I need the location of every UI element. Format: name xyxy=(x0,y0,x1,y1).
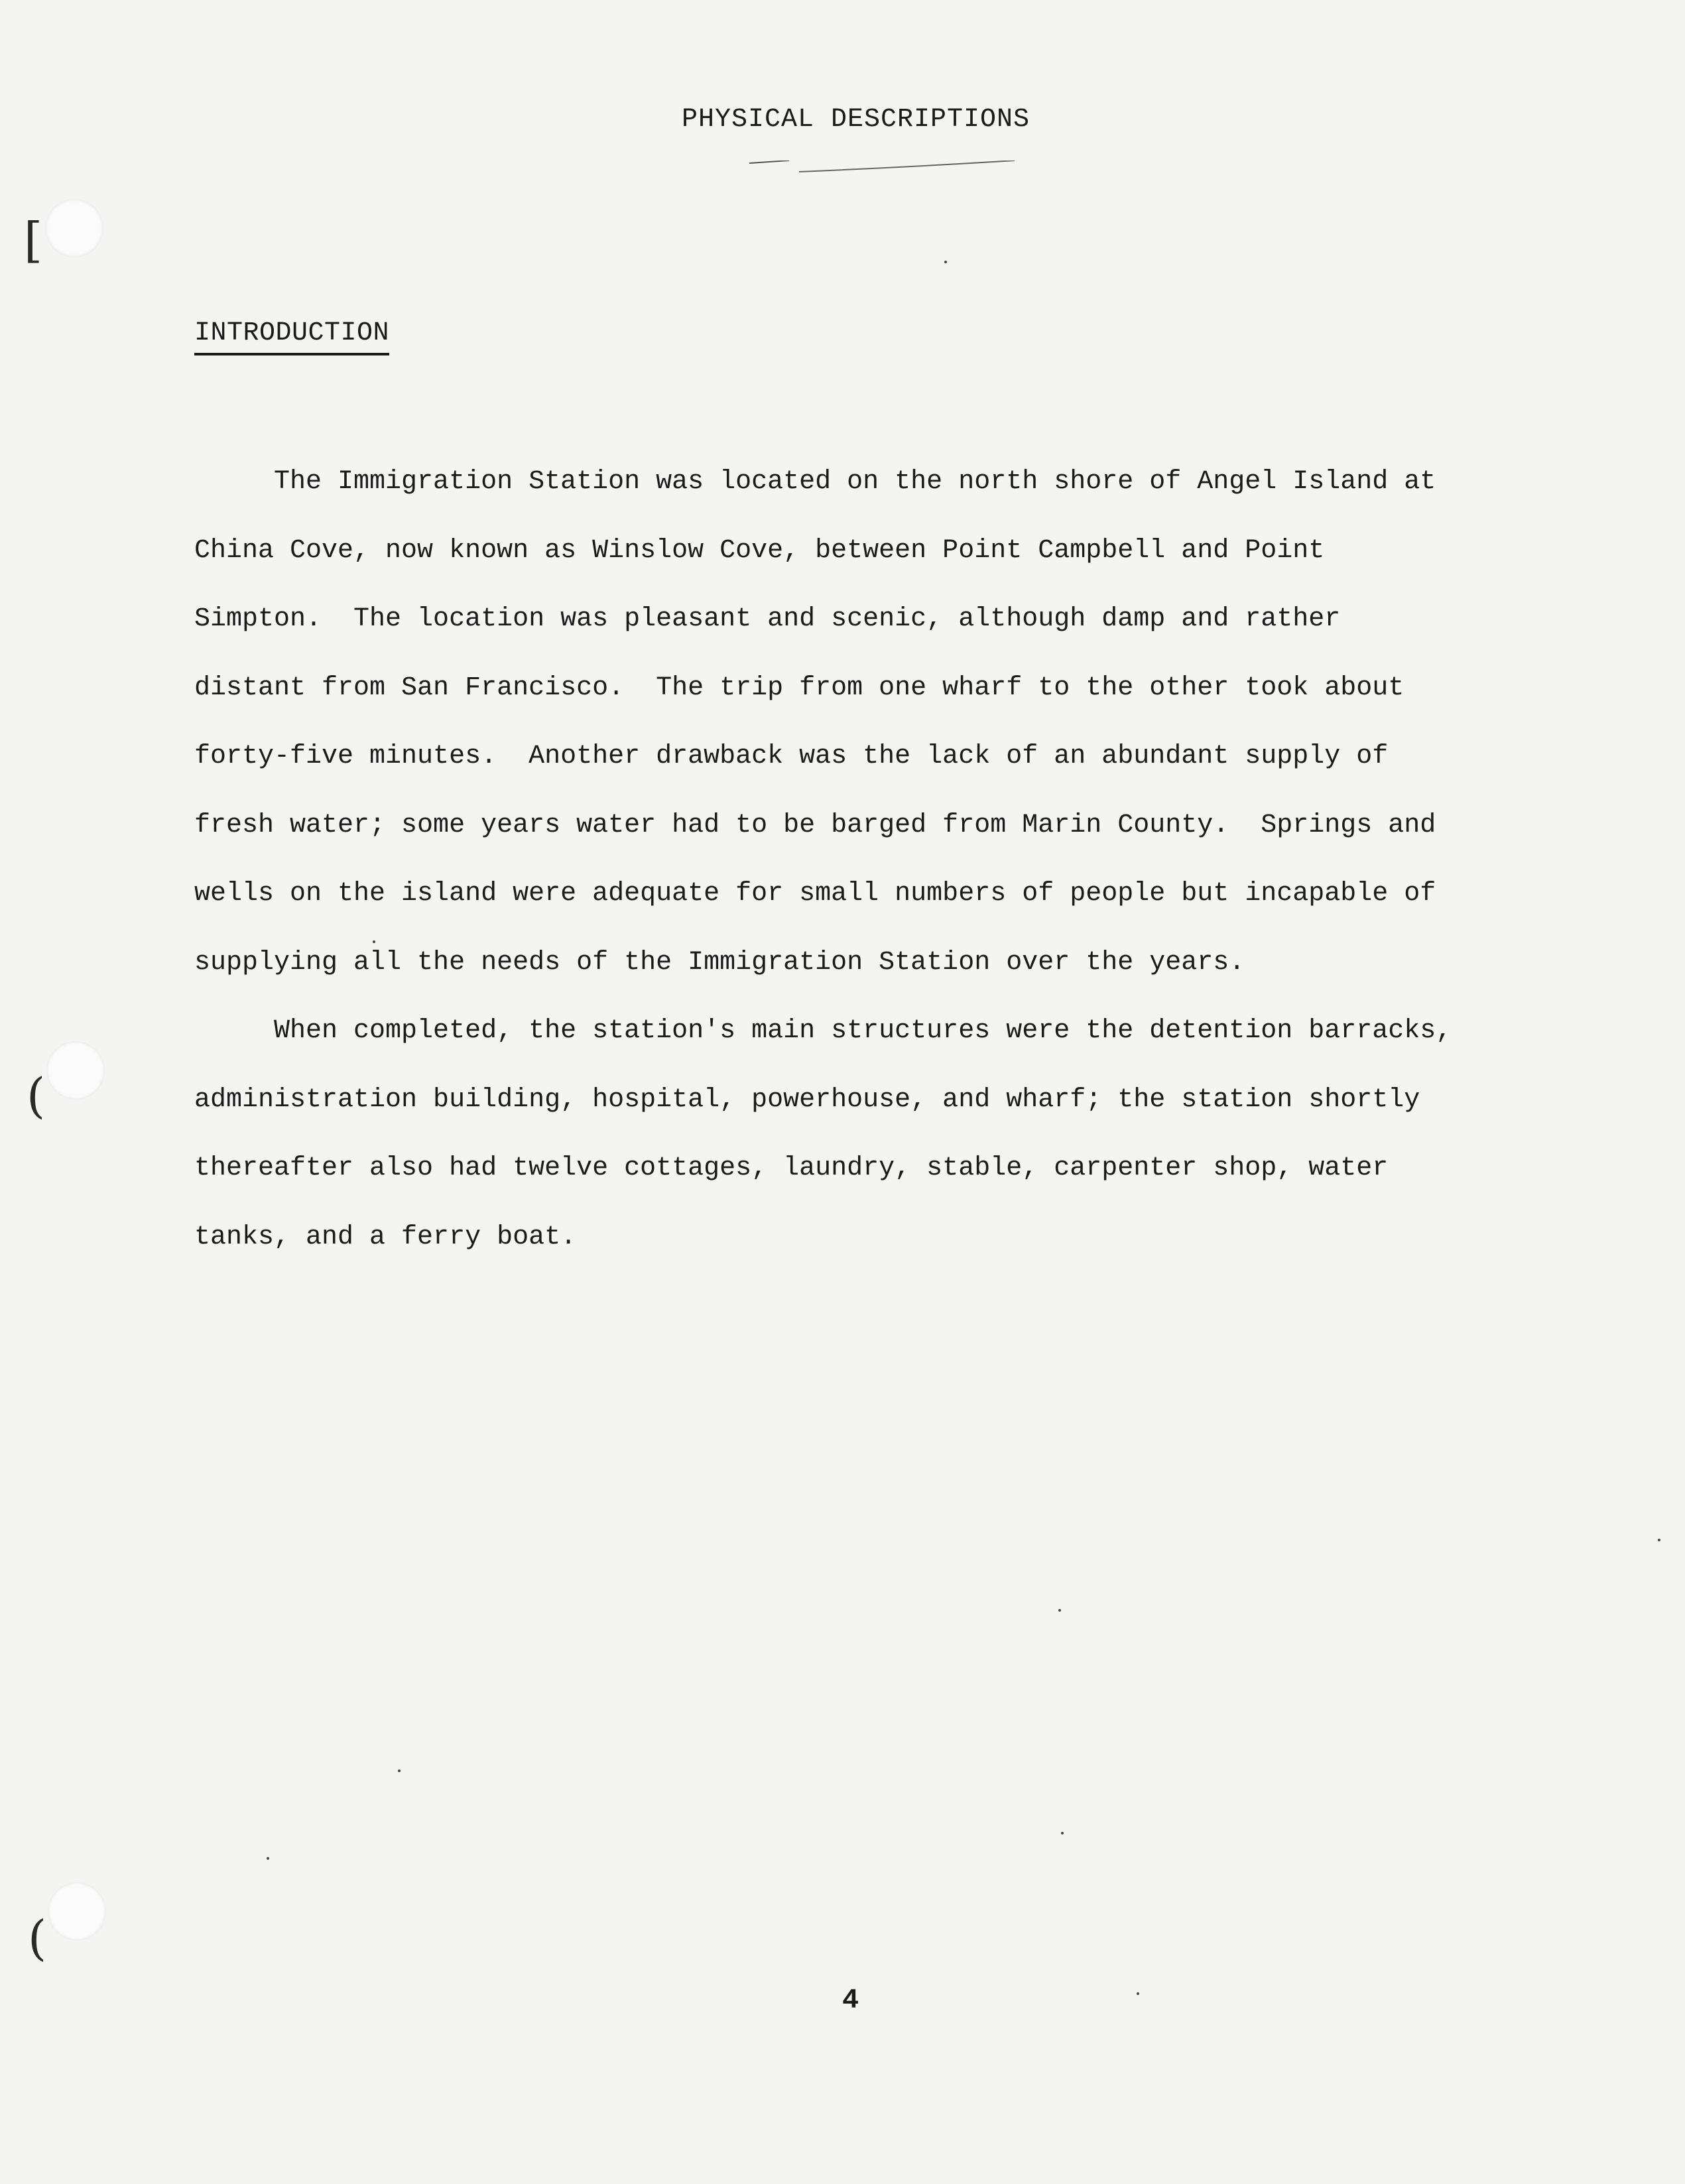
paragraph-1-line: wells on the island were adequate for small numbers of people but incapable of xyxy=(194,879,1436,909)
paragraph-1-line: fresh water; some years water had to be barged from Marin County. Springs and xyxy=(194,810,1436,840)
page-title: PHYSICAL DESCRIPTIONS xyxy=(681,105,1030,135)
paragraph-2-line: When completed, the station's main structures were the detention barracks, xyxy=(194,1016,1452,1046)
binder-hole-mark-middle: ( xyxy=(27,1068,46,1124)
paragraph-2-line: tanks, and a ferry boat. xyxy=(194,1222,577,1252)
paragraph-1-line: supplying all the needs of the Immigration Station over the years. xyxy=(194,947,1245,978)
binder-hole-mark-bottom: ( xyxy=(28,1910,47,1966)
binder-hole-top xyxy=(45,199,103,257)
scan-speck xyxy=(398,1769,401,1772)
binder-hole-mark-top: [ xyxy=(24,212,43,268)
paragraph-2-line: thereafter also had twelve cottages, laundry, stable, carpenter shop, water xyxy=(194,1153,1389,1183)
body-text xyxy=(194,448,1574,1271)
paragraph-1-line: China Cove, now known as Winslow Cove, between Point Campbell and Point xyxy=(194,535,1325,566)
scan-speck xyxy=(1058,1609,1061,1612)
paragraph-1-line: Simpton. The location was pleasant and scenic, although damp and rather xyxy=(194,604,1341,634)
scan-speck xyxy=(373,940,375,943)
page-number: 4 xyxy=(842,1984,859,2016)
paragraph-1-line: distant from San Francisco. The trip from one wharf to the other took about xyxy=(194,673,1404,703)
paragraph-1-line: forty-five minutes. Another drawback was the lack of an abundant supply of xyxy=(194,741,1389,771)
section-heading: INTRODUCTION xyxy=(194,317,389,355)
scan-speck xyxy=(1658,1539,1660,1541)
title-handwritten-underline xyxy=(749,161,1021,187)
scan-speck xyxy=(944,261,947,263)
binder-hole-bottom xyxy=(48,1882,106,1941)
scan-speck xyxy=(1137,1992,1139,1995)
paragraph-2-line: administration building, hospital, powerhouse, and wharf; the station shortly xyxy=(194,1084,1420,1115)
binder-hole-middle xyxy=(46,1041,105,1100)
scan-speck xyxy=(1061,1832,1064,1834)
scan-speck xyxy=(267,1857,269,1860)
paragraph-1-line: The Immigration Station was located on the north shore of Angel Island at xyxy=(194,467,1436,497)
